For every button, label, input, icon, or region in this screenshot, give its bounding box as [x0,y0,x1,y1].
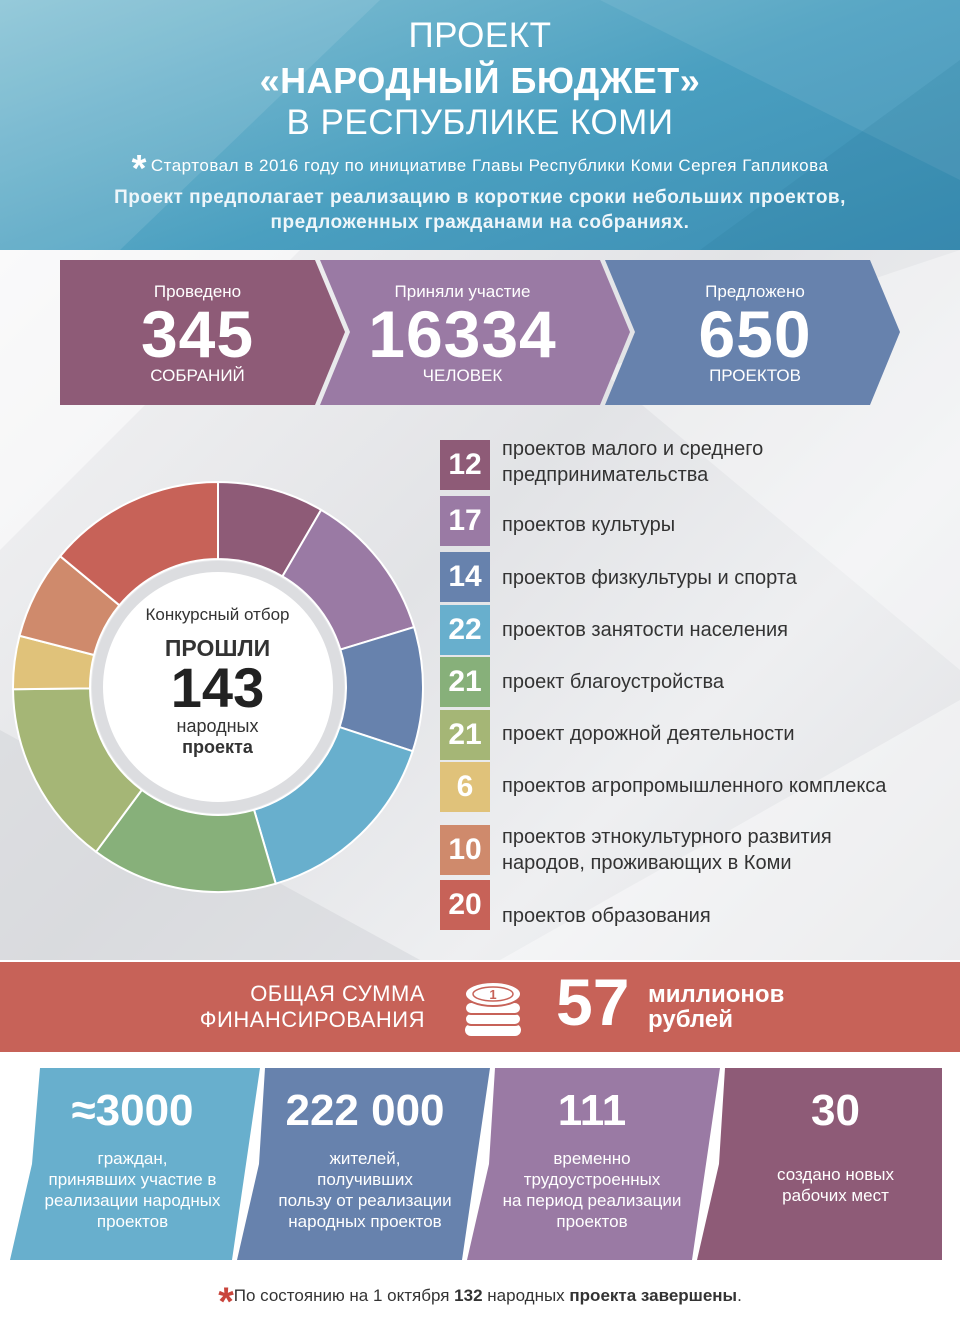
center-line-5: проекта [182,737,253,757]
text-line: получивших [317,1170,413,1189]
footnote-text-1: По состоянию на 1 октября [233,1286,455,1305]
text-line: граждан, [97,1149,168,1168]
legend-item [440,710,960,760]
legend-value-box: 20 [440,880,490,930]
legend-value-box: 14 [440,552,490,602]
asterisk-icon: * [131,148,147,190]
title-line-2: «НАРОДНЫЙ БЮДЖЕТ» [259,60,701,101]
stat-new-jobs-value: 30 [811,1086,860,1135]
legend-item [440,552,960,602]
financing-label-line-1: ОБЩАЯ СУММА [250,981,425,1006]
center-line-4: народных [176,716,259,736]
header-banner [0,0,960,250]
title-line-3: В РЕСПУБЛИКЕ КОМИ [286,103,674,142]
stat-residents-text [255,1148,475,1232]
legend-text [502,824,832,876]
description-line-2: предложенных гражданами на собраниях. [270,212,690,233]
coin-label: 1 [489,987,497,1002]
legend-item [440,605,960,655]
stat-meetings-unit: СОБРАНИЙ [150,366,245,385]
legend-value-box: 21 [440,710,490,760]
stat-proposed-value: 650 [698,297,812,371]
legend-text: проектов образования [502,905,711,927]
text-line: реализации народных [44,1191,221,1210]
financing-unit-line-1: миллионов [648,981,785,1008]
legend-item [440,762,960,812]
text-line: проектов [96,1212,169,1231]
legend-text-line-1: проектов этнокультурного развития [502,826,832,848]
legend-value-box: 10 [440,825,490,875]
legend-value-box: 12 [440,440,490,490]
donut-center-label [110,605,325,758]
financing-label-line-2: ФИНАНСИРОВАНИЯ [199,1007,425,1032]
financing-value: 57 [556,965,630,1039]
stat-citizens-value: ≈3000 [71,1086,194,1135]
text-line: жителей, [329,1149,401,1168]
text-line: рабочих мест [782,1186,889,1205]
legend-value-box: 17 [440,496,490,546]
text-line: принявших участие в [48,1170,217,1189]
text-line: трудоустроенных [523,1170,661,1189]
stat-citizens-text [25,1148,240,1232]
center-line-1: Конкурсный отбор [145,605,290,624]
stat-participants-label: Приняли участие [394,282,531,301]
financing-unit-line-2: рублей [648,1006,733,1033]
stat-residents-value: 222 000 [285,1086,445,1135]
stat-proposed-label: Предложено [705,282,805,301]
stat-meetings-label: Проведено [153,282,242,301]
legend-text-line-2: предпринимательства [502,464,709,486]
text-line: на период реализации [502,1191,682,1210]
stat-temporary-jobs-text [482,1148,702,1232]
stat-participants [345,282,580,386]
legend-item [440,496,960,546]
legend-value-box: 22 [440,605,490,655]
legend-text: проектов агропромышленного комплекса [502,775,887,797]
legend-text-line-1: проектов малого и среднего [502,438,764,460]
stat-citizens [25,1086,240,1232]
legend-text [502,436,763,488]
legend-value-box: 21 [440,657,490,707]
footnote-text-3: проекта завершены [569,1286,738,1305]
description-line-1: Проект предполагает реализацию в короткие сроки небольших проектов, [114,187,846,208]
stat-temporary-jobs-value: 111 [557,1086,627,1135]
legend-item [440,657,960,707]
title-line-1: ПРОЕКТ [408,16,552,55]
financing-unit [648,982,784,1032]
stat-participants-unit: ЧЕЛОВЕК [422,366,503,385]
stat-proposed-unit: ПРОЕКТОВ [709,366,801,385]
legend-value-box: 6 [440,762,490,812]
footnote-text-4: . [737,1286,742,1305]
stat-meetings [95,282,300,386]
footnote-count: 132 [454,1286,483,1305]
stat-proposed [645,282,865,386]
asterisk-icon: * [218,1280,234,1324]
legend-text-line-2: народов, проживающих в Коми [502,852,792,874]
stat-residents [255,1086,475,1232]
started-text: Стартовал в 2016 году по инициативе Главы Республики Коми Сергея Гапликова [150,156,829,175]
financing-label [180,981,425,1033]
legend-text: проект дорожной деятельности [502,723,795,745]
text-line: проектов [556,1212,628,1231]
legend-item [440,825,960,875]
text-line: пользу от реализации [278,1191,452,1210]
text-line: создано новых [777,1165,894,1184]
footnote [0,1280,960,1325]
project-description [0,185,960,235]
legend-text: проект благоустройства [502,671,725,693]
stat-new-jobs-text [728,1164,943,1206]
footnote-text-2: народных [482,1286,570,1305]
legend-text: проектов культуры [502,514,676,536]
legend-item [440,880,960,930]
stat-new-jobs [728,1086,943,1206]
stat-participants-value: 16334 [368,297,557,371]
center-value: 143 [170,656,265,719]
text-line: временно [553,1149,631,1168]
center-line-2: ПРОШЛИ [164,635,271,661]
legend-text: проектов физкультуры и спорта [502,567,797,589]
stat-temporary-jobs [482,1086,702,1232]
legend-item [440,440,960,490]
text-line: народных проектов [288,1212,442,1231]
coins-stack-icon [462,980,524,1042]
legend-text: проектов занятости населения [502,619,788,641]
stat-meetings-value: 345 [140,297,255,371]
